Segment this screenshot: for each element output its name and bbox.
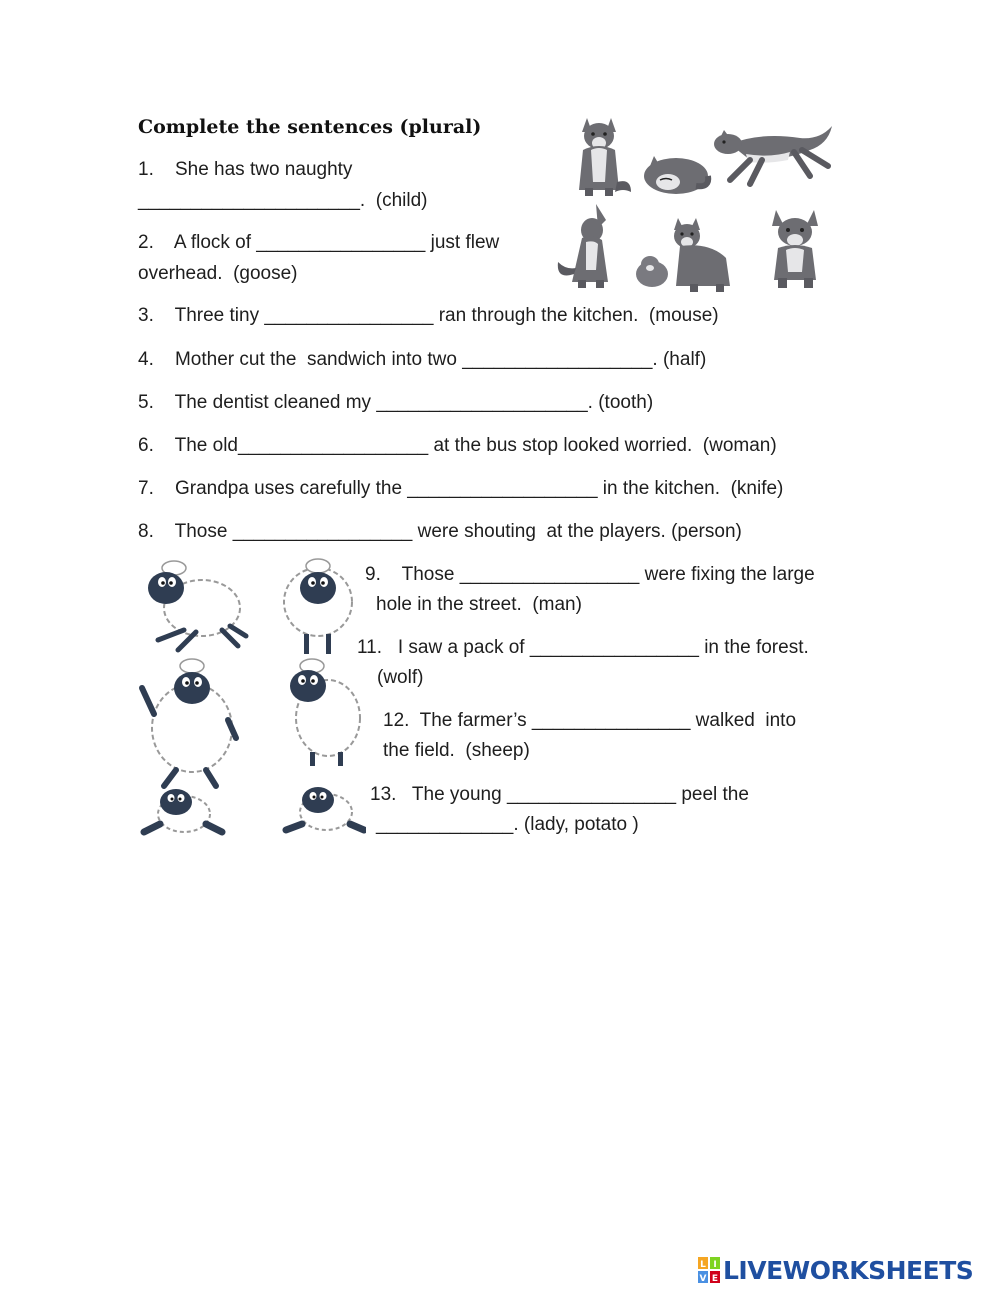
sentence-2-line-a: 2. A flock of ________________ just flew xyxy=(138,232,500,253)
sentence-1-line-a: 1. She has two naughty xyxy=(138,159,353,180)
sentence-9-line-a: 9. Those _________________ were fixing the large xyxy=(365,564,815,585)
jumping-sheep-image xyxy=(138,560,250,654)
sentence-12-line-b: the field. (sheep) xyxy=(383,740,530,761)
sentence-6: 6. The old__________________ at the bus stop looked worried. (woman) xyxy=(138,435,777,456)
worksheet-title: Complete the sentences (plural) xyxy=(138,116,482,138)
sentence-3: 3. Three tiny ________________ ran through the kitchen. (mouse) xyxy=(138,305,719,326)
sentence-12-line-a: 12. The farmer’s _______________ walked into xyxy=(383,710,797,731)
sentence-1-line-b: _____________________. (child) xyxy=(138,190,428,211)
logo-letter-i: I xyxy=(713,1260,717,1270)
logo-letter-e: E xyxy=(711,1274,719,1283)
liveworksheets-logo xyxy=(698,1252,973,1288)
peeking-sheep-image xyxy=(280,780,366,844)
wolf-with-pup-image xyxy=(630,214,750,294)
side-sheep-image xyxy=(282,658,362,768)
logo-text: LIVEWORKSHEETS xyxy=(723,1255,974,1285)
sentence-7: 7. Grandpa uses carefully the __________________ in the kitchen. (knife) xyxy=(138,478,784,499)
liveworksheets-logo-icon xyxy=(698,1257,720,1283)
sentence-8: 8. Those _________________ were shouting at the players. (person) xyxy=(138,521,742,542)
howling-wolf-image xyxy=(552,200,624,292)
sentence-2-line-b: overhead. (goose) xyxy=(138,263,298,284)
standing-wolf-image xyxy=(760,208,832,294)
sitting-wolf-image xyxy=(565,112,635,202)
sentence-11-line-b: (wolf) xyxy=(377,667,424,688)
sentence-11-line-a: 11. I saw a pack of ________________ in the forest. xyxy=(357,637,809,658)
sentence-5: 5. The dentist cleaned my ____________________. (tooth) xyxy=(138,392,654,413)
logo-letter-l: L xyxy=(700,1260,706,1270)
standing-sheep-image xyxy=(278,558,358,658)
sleeping-wolf-image xyxy=(638,146,713,198)
sheep-illustration xyxy=(130,558,360,850)
logo-letter-v: V xyxy=(699,1274,707,1283)
sentence-9-line-b: hole in the street. (man) xyxy=(376,594,582,615)
sentence-4: 4. Mother cut the sandwich into two __________________. (half) xyxy=(138,349,707,370)
sentence-13-line-b: _____________. (lady, potato ) xyxy=(376,814,639,835)
waving-sheep-image xyxy=(136,658,240,792)
wolves-illustration xyxy=(550,108,840,296)
crawling-sheep-image xyxy=(140,784,226,844)
sentence-13-line-a: 13. The young ________________ peel the xyxy=(370,784,749,805)
running-wolf-image xyxy=(710,114,840,194)
